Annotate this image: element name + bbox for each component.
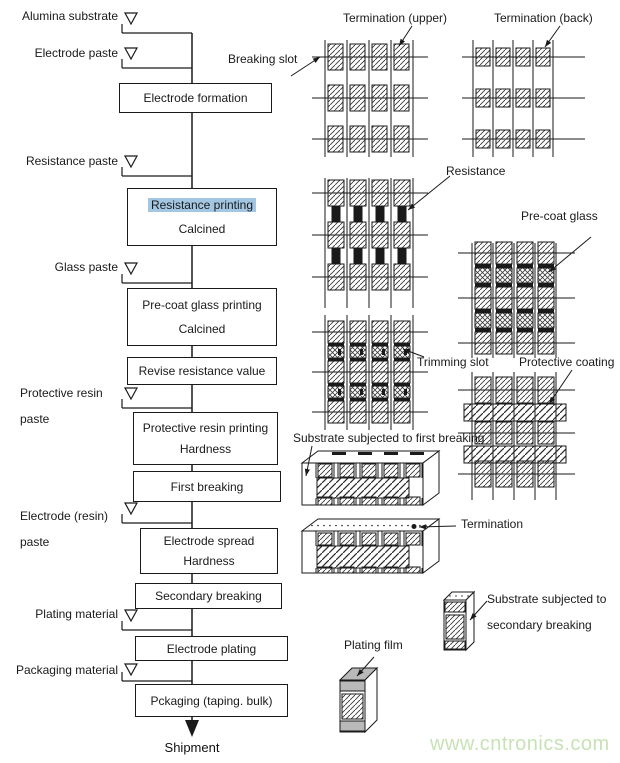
panel-resistance: [312, 178, 428, 308]
input-funnel-4: [122, 388, 192, 408]
step-label-calcined-2: Calcined: [178, 321, 226, 336]
step-box-first-breaking: [133, 471, 281, 502]
label-termination: Termination: [461, 517, 524, 531]
input-label-line: Protective resin: [20, 386, 103, 400]
input-funnel-1: [122, 48, 192, 68]
step-box-revise-resistance-value: [127, 357, 277, 385]
input-label-alumina-substrate: Alumina substrate: [21, 9, 118, 23]
label-breaking-slot: Breaking slot: [228, 52, 298, 66]
step-box-pre-coat-glass-printing: [127, 288, 277, 346]
input-label-plating-material: Plating material: [35, 607, 118, 621]
step-box-secondary-breaking: [135, 583, 282, 609]
input-label-line: Electrode (resin): [20, 509, 109, 523]
step-box-protective-resin-printing: [133, 412, 278, 465]
step-label-packaging: Pckaging (taping. bulk): [150, 693, 273, 708]
label-trimming-slot: Trimming slot: [417, 355, 489, 369]
input-funnel-6: [122, 610, 192, 630]
input-label-protective-resin-paste: [20, 380, 103, 432]
grid-termination-upper: [312, 40, 428, 157]
input-label-line: paste: [20, 412, 50, 426]
step-label-protective-resin-printing: Protective resin printing: [142, 420, 269, 435]
step-box-packaging: [135, 684, 288, 717]
input-label-resistance-paste: Resistance paste: [25, 154, 118, 168]
watermark: www.cntronics.com: [430, 733, 610, 755]
step-label-secondary-breaking: Secondary breaking: [155, 589, 262, 603]
panel-trimming: [312, 315, 428, 430]
input-label-packaging-material: Packaging material: [15, 663, 118, 677]
step-box-electrode-spread: [140, 528, 278, 574]
bar-termination: [302, 519, 439, 573]
input-label-line: paste: [20, 535, 50, 549]
step-label-resistance-printing: Resistance printing: [148, 198, 256, 212]
input-funnel-3: [122, 263, 192, 283]
step-box-resistance-printing: [127, 188, 277, 246]
step-label-revise-resistance-value: Revise resistance value: [138, 364, 266, 378]
label-pre-coat-glass: Pre-coat glass: [521, 209, 598, 223]
chip-plating: [340, 668, 377, 732]
step-label-hardness-2: Hardness: [183, 553, 235, 568]
arrow-pre-coat-glass: [549, 237, 591, 272]
panel-pre-coat-glass: [458, 242, 575, 358]
arrow-termination-upper: [399, 26, 412, 46]
step-label-pre-coat-glass-printing: Pre-coat glass printing: [142, 298, 262, 313]
input-funnel-5: [122, 503, 192, 523]
step-label-electrode-spread: Electrode spread: [163, 534, 255, 549]
label-substrate-first-breaking: Substrate subjected to first breaking: [293, 431, 485, 445]
step-label-hardness-1: Hardness: [179, 442, 232, 457]
label-termination-back: Termination (back): [494, 11, 593, 25]
step-label-first-breaking: First breaking: [170, 479, 244, 494]
input-label-glass-paste: Glass paste: [54, 260, 118, 274]
label-substrate-secondary-breaking: [487, 586, 606, 638]
label-plating-film: Plating film: [344, 638, 403, 652]
grid-termination-back: [462, 40, 585, 157]
input-label-electrode-paste: Electrode paste: [34, 46, 118, 60]
step-label-electrode-formation: Electrode formation: [143, 91, 248, 105]
input-funnel-7: [122, 664, 192, 681]
label-protective-coating: Protective coating: [519, 355, 615, 369]
step-box-electrode-plating: [135, 636, 288, 661]
bar-first-breaking: [302, 451, 439, 505]
input-label-electrode-resin-paste: [20, 503, 108, 555]
step-label-electrode-plating: Electrode plating: [166, 641, 257, 656]
label-line: secondary breaking: [487, 618, 592, 632]
shipment-label: Shipment: [164, 740, 220, 755]
input-funnel-0: [122, 13, 192, 33]
flow-connectors: [185, 33, 199, 737]
label-resistance: Resistance: [446, 164, 506, 178]
step-box-electrode-formation: [119, 83, 272, 113]
chip-secondary-breaking: [444, 592, 474, 650]
label-line: Substrate subjected to: [487, 592, 607, 606]
label-termination-upper: Termination (upper): [343, 11, 448, 25]
input-funnel-2: [122, 156, 192, 176]
step-label-calcined-1: Calcined: [178, 221, 226, 236]
